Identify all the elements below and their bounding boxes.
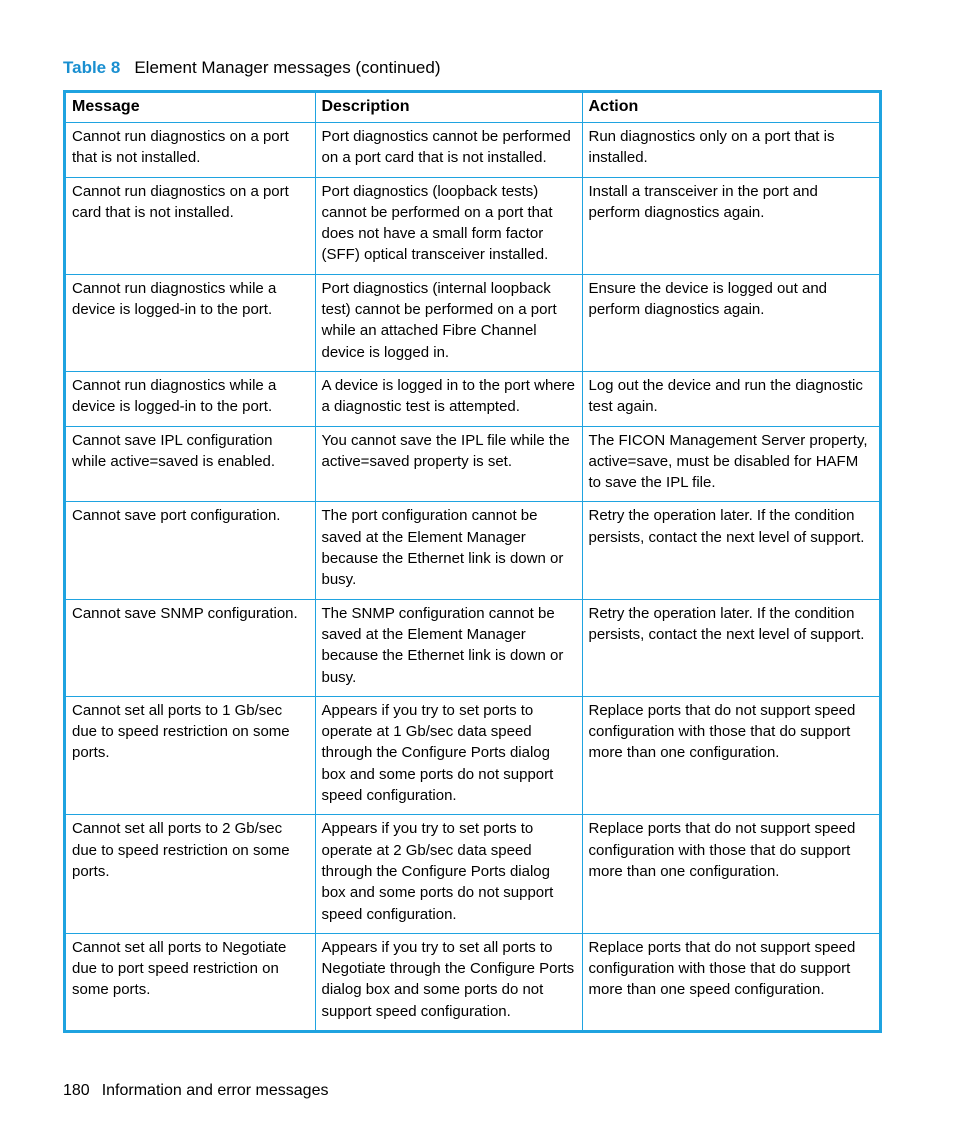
action-cell: Retry the operation later. If the condition persists, contact the next level of support. bbox=[582, 599, 879, 696]
page-footer bbox=[63, 1082, 328, 1100]
table-row bbox=[66, 426, 879, 502]
header-description: Description bbox=[315, 93, 582, 123]
action-cell: Ensure the device is logged out and perform diagnostics again. bbox=[582, 274, 879, 371]
message-cell: Cannot save IPL configuration while active=saved is enabled. bbox=[66, 426, 315, 502]
table-number: Table 8 bbox=[63, 58, 121, 77]
message-cell: Cannot set all ports to 1 Gb/sec due to speed restriction on some ports. bbox=[66, 696, 315, 814]
table-row bbox=[66, 815, 879, 933]
page-number: 180 bbox=[63, 1082, 90, 1099]
description-cell: The SNMP configuration cannot be saved at the Element Manager because the Ethernet link is down or busy. bbox=[315, 599, 582, 696]
table-row bbox=[66, 371, 879, 426]
header-message: Message bbox=[66, 93, 315, 123]
section-title: Information and error messages bbox=[101, 1082, 329, 1099]
messages-table bbox=[63, 90, 882, 1033]
message-cell: Cannot set all ports to Negotiate due to port speed restriction on some ports. bbox=[66, 933, 315, 1030]
message-cell: Cannot run diagnostics on a port that is not installed. bbox=[66, 123, 315, 178]
action-cell: The FICON Management Server property, active=save, must be disabled for HAFM to save the IPL file. bbox=[582, 426, 879, 502]
description-cell: Port diagnostics (internal loopback test) cannot be performed on a port while an attached Fibre Channel device is logged in. bbox=[315, 274, 582, 371]
message-cell: Cannot save port configuration. bbox=[66, 502, 315, 599]
message-cell: Cannot save SNMP configuration. bbox=[66, 599, 315, 696]
description-cell: You cannot save the IPL file while the active=saved property is set. bbox=[315, 426, 582, 502]
message-cell: Cannot run diagnostics on a port card that is not installed. bbox=[66, 177, 315, 274]
action-cell: Retry the operation later. If the condition persists, contact the next level of support. bbox=[582, 502, 879, 599]
table-row bbox=[66, 177, 879, 274]
description-cell: Appears if you try to set ports to operate at 2 Gb/sec data speed through the Configure Ports dialog box and some ports do not support speed configuration. bbox=[315, 815, 582, 933]
description-cell: Appears if you try to set all ports to Negotiate through the Configure Ports dialog box and some ports do not support speed configuration. bbox=[315, 933, 582, 1030]
table-row bbox=[66, 933, 879, 1030]
action-cell: Install a transceiver in the port and perform diagnostics again. bbox=[582, 177, 879, 274]
action-cell: Replace ports that do not support speed configuration with those that do support more than one speed configuration. bbox=[582, 933, 879, 1030]
table-caption bbox=[63, 58, 441, 78]
table-row bbox=[66, 502, 879, 599]
message-cell: Cannot run diagnostics while a device is logged-in to the port. bbox=[66, 274, 315, 371]
description-cell: The port configuration cannot be saved at the Element Manager because the Ethernet link is down or busy. bbox=[315, 502, 582, 599]
table-title: Element Manager messages (continued) bbox=[134, 58, 441, 77]
action-cell: Run diagnostics only on a port that is installed. bbox=[582, 123, 879, 178]
table-row bbox=[66, 696, 879, 814]
message-cell: Cannot run diagnostics while a device is logged-in to the port. bbox=[66, 371, 315, 426]
table-header-row bbox=[66, 93, 879, 123]
table-row bbox=[66, 599, 879, 696]
table-row bbox=[66, 123, 879, 178]
header-action: Action bbox=[582, 93, 879, 123]
table-row bbox=[66, 274, 879, 371]
description-cell: A device is logged in to the port where a diagnostic test is attempted. bbox=[315, 371, 582, 426]
action-cell: Log out the device and run the diagnostic test again. bbox=[582, 371, 879, 426]
action-cell: Replace ports that do not support speed configuration with those that do support more than one configuration. bbox=[582, 696, 879, 814]
description-cell: Port diagnostics cannot be performed on a port card that is not installed. bbox=[315, 123, 582, 178]
action-cell: Replace ports that do not support speed configuration with those that do support more than one configuration. bbox=[582, 815, 879, 933]
message-cell: Cannot set all ports to 2 Gb/sec due to speed restriction on some ports. bbox=[66, 815, 315, 933]
description-cell: Appears if you try to set ports to operate at 1 Gb/sec data speed through the Configure Ports dialog box and some ports do not support speed configuration. bbox=[315, 696, 582, 814]
description-cell: Port diagnostics (loopback tests) cannot be performed on a port that does not have a small form factor (SFF) optical transceiver installed. bbox=[315, 177, 582, 274]
